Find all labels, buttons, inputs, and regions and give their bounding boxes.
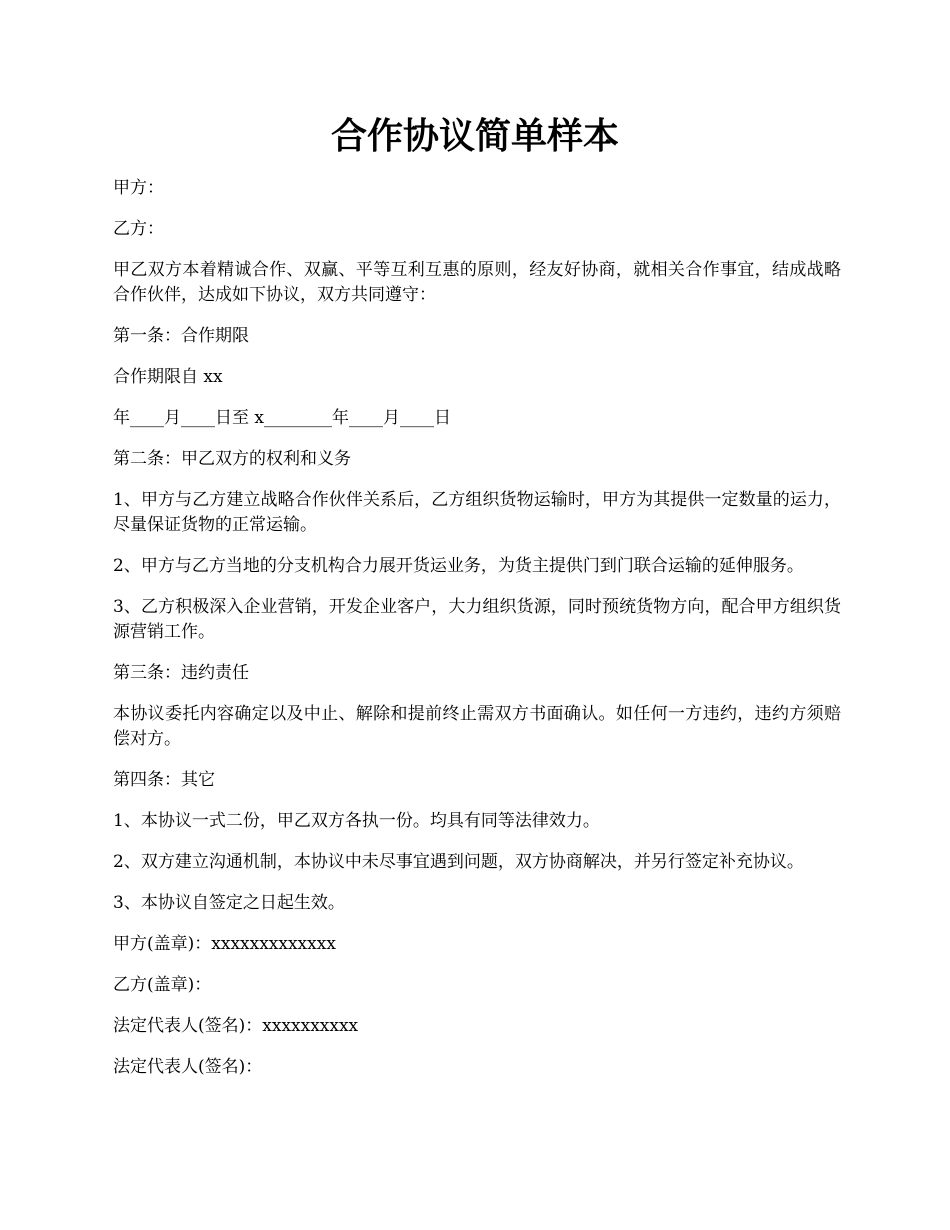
article-2-heading: 第二条：甲乙双方的权利和义务	[113, 449, 351, 469]
legal-rep-b-signature-line: 法定代表人(签名)：	[113, 1057, 263, 1077]
party-b-seal-line: 乙方(盖章)：	[113, 975, 212, 995]
article-4-heading: 第四条：其它	[113, 770, 215, 790]
article-3-heading: 第三条：违约责任	[113, 663, 249, 683]
article-2-clause-3: 3、乙方积极深入企业营销，开发企业客户，大力组织货源，同时预统货物方向，配合甲方组织货源营销工作。	[113, 597, 841, 642]
article-4-clause-3: 3、本协议自签定之日起生效。	[113, 893, 345, 913]
document-body	[113, 176, 841, 1096]
article-1-heading: 第一条：合作期限	[113, 326, 249, 346]
article-1-term-start: 合作期限自 xx	[113, 367, 223, 387]
article-3-clause: 本协议委托内容确定以及中止、解除和提前终止需双方书面确认。如任何一方违约，违约方须赔偿对方。	[113, 704, 841, 749]
document-title: 合作协议简单样本	[330, 115, 619, 157]
party-a-line: 甲方：	[113, 178, 164, 198]
article-4-clause-2: 2、双方建立沟通机制，本协议中未尽事宜遇到问题，双方协商解决，并另行签定补充协议。	[113, 852, 804, 872]
legal-rep-a-signature-line: 法定代表人(签名)：xxxxxxxxxx	[113, 1016, 359, 1036]
party-a-seal-line: 甲方(盖章)：xxxxxxxxxxxxx	[113, 934, 336, 954]
article-4-clause-1: 1、本协议一式二份，甲乙双方各执一份。均具有同等法律效力。	[113, 811, 600, 831]
article-1-term-dates: 年____月____日至 x________年____月____日	[113, 408, 451, 428]
preamble-paragraph: 甲乙双方本着精诚合作、双赢、平等互利互惠的原则，经友好协商，就相关合作事宜，结成战略合作伙伴，达成如下协议，双方共同遵守：	[113, 260, 841, 305]
article-2-clause-2: 2、甲方与乙方当地的分支机构合力展开货运业务，为货主提供门到门联合运输的延伸服务。	[113, 556, 804, 576]
party-b-line: 乙方：	[113, 219, 164, 239]
article-2-clause-1: 1、甲方与乙方建立战略合作伙伴关系后，乙方组织货物运输时，甲方为其提供一定数量的运力，尽量保证货物的正常运输。	[113, 490, 841, 535]
